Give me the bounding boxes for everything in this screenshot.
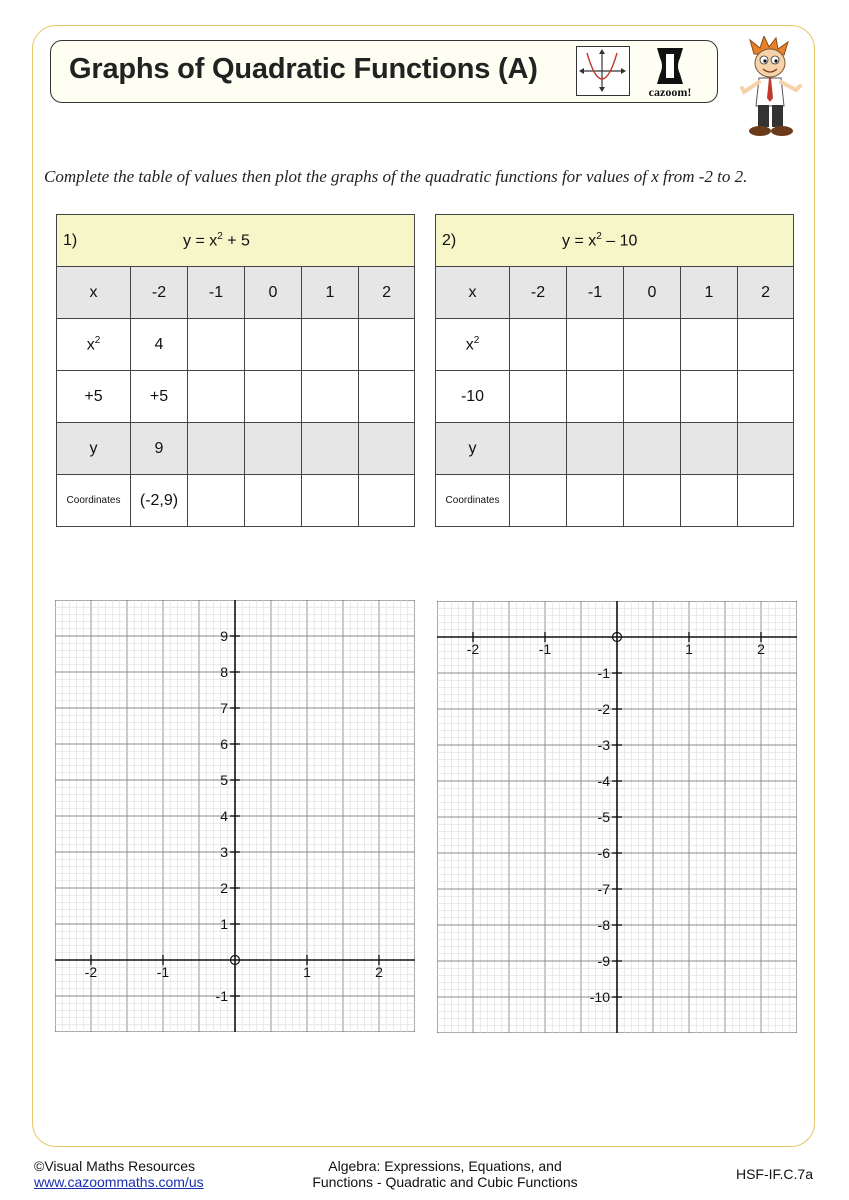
y-tick-label: 8 xyxy=(220,664,228,680)
answer-cell[interactable] xyxy=(567,475,624,527)
x-value-cell: 1 xyxy=(681,267,738,319)
x-tick-label: 2 xyxy=(375,964,383,980)
cazoom-logo xyxy=(639,46,701,100)
answer-cell[interactable] xyxy=(302,371,359,423)
question-number: 2) xyxy=(442,232,457,250)
x-value-cell: 2 xyxy=(359,267,415,319)
answer-cell[interactable] xyxy=(567,423,624,475)
answer-cell[interactable] xyxy=(510,475,567,527)
x-squared-exponent: 2 xyxy=(94,334,101,346)
x-value-cell: -1 xyxy=(188,267,245,319)
y-tick-label: 7 xyxy=(220,700,228,716)
answer-cell[interactable] xyxy=(302,319,359,371)
answer-cell[interactable] xyxy=(188,319,245,371)
answer-cell[interactable] xyxy=(624,371,681,423)
answer-cell[interactable] xyxy=(681,475,738,527)
y-tick-label: 1 xyxy=(220,916,228,932)
y-tick-label: 2 xyxy=(220,880,228,896)
x-row-label: x xyxy=(436,267,510,319)
copyright-text: ©Visual Maths Resources xyxy=(34,1158,196,1174)
y-tick-label: -3 xyxy=(597,737,610,753)
answer-cell[interactable] xyxy=(359,371,415,423)
y-tick-label: -2 xyxy=(597,701,610,717)
answer-cell[interactable] xyxy=(510,371,567,423)
x-value-cell: -2 xyxy=(131,267,188,319)
answer-cell[interactable] xyxy=(738,371,794,423)
x-tick-label: 2 xyxy=(757,641,765,657)
x-squared-base: x xyxy=(465,336,474,354)
y-tick-label: 6 xyxy=(220,736,228,752)
x-squared-label xyxy=(436,319,510,371)
answer-cell[interactable] xyxy=(567,319,624,371)
equation-exponent: 2 xyxy=(596,230,602,242)
y-tick-label: -1 xyxy=(215,988,228,1004)
answer-cell[interactable]: 4 xyxy=(131,319,188,371)
answer-cell[interactable] xyxy=(359,475,415,527)
cazoom-emblem-icon xyxy=(639,46,701,86)
question-number: 1) xyxy=(63,232,78,250)
graph-grid-1[interactable] xyxy=(55,600,415,1032)
y-tick-label: -4 xyxy=(597,773,610,789)
answer-cell[interactable] xyxy=(359,423,415,475)
coordinates-label: Coordinates xyxy=(57,475,131,527)
answer-cell[interactable] xyxy=(681,423,738,475)
x-tick-label: -1 xyxy=(156,964,170,980)
y-tick-label: 3 xyxy=(220,844,228,860)
x-squared-label xyxy=(57,319,131,371)
logo-word: cazoom! xyxy=(648,85,692,99)
values-table-2 xyxy=(435,214,794,527)
x-squared-row xyxy=(57,319,415,371)
answer-cell[interactable] xyxy=(624,475,681,527)
cartoon-character-icon xyxy=(738,36,804,140)
table-header-row xyxy=(57,215,415,267)
coordinates-row xyxy=(57,475,415,527)
values-table-1 xyxy=(56,214,415,527)
x-tick-label: 1 xyxy=(685,641,693,657)
answer-cell[interactable] xyxy=(681,319,738,371)
x-squared-exponent: 2 xyxy=(473,334,480,346)
answer-cell[interactable] xyxy=(510,423,567,475)
answer-cell[interactable] xyxy=(738,423,794,475)
x-tick-label: -2 xyxy=(84,964,98,980)
x-value-cell: 0 xyxy=(624,267,681,319)
answer-cell[interactable] xyxy=(245,423,302,475)
x-tick-label: 1 xyxy=(303,964,311,980)
page-title: Graphs of Quadratic Functions (A) xyxy=(69,53,538,85)
y-tick-label: 5 xyxy=(220,772,228,788)
x-squared-base: x xyxy=(86,336,95,354)
x-tick-label: -2 xyxy=(466,641,480,657)
answer-cell[interactable] xyxy=(681,371,738,423)
answer-cell[interactable] xyxy=(302,475,359,527)
equation-cell xyxy=(57,215,415,267)
answer-cell[interactable]: 9 xyxy=(131,423,188,475)
answer-cell[interactable] xyxy=(188,371,245,423)
x-value-cell: -2 xyxy=(510,267,567,319)
y-row-label: y xyxy=(436,423,510,475)
answer-cell[interactable] xyxy=(624,423,681,475)
constant-label: +5 xyxy=(57,371,131,423)
constant-row xyxy=(57,371,415,423)
answer-cell[interactable]: +5 xyxy=(131,371,188,423)
x-value-cell: -1 xyxy=(567,267,624,319)
coordinates-label: Coordinates xyxy=(436,475,510,527)
instructions-text: Complete the table of values then plot the graphs of the quadratic functions for values of x from -2 to 2. xyxy=(44,167,748,186)
standard-code: HSF-IF.C.7a xyxy=(735,1166,813,1182)
answer-cell[interactable] xyxy=(624,319,681,371)
y-tick-label: 4 xyxy=(220,808,228,824)
parabola-graph-icon xyxy=(576,46,630,96)
answer-cell[interactable] xyxy=(245,371,302,423)
answer-cell[interactable] xyxy=(359,319,415,371)
answer-cell[interactable]: (-2,9) xyxy=(131,475,188,527)
equation-exponent: 2 xyxy=(217,230,223,242)
equation-suffix: + 5 xyxy=(222,232,250,250)
y-row-label: y xyxy=(57,423,131,475)
answer-cell[interactable] xyxy=(510,319,567,371)
answer-cell[interactable] xyxy=(302,423,359,475)
constant-label: -10 xyxy=(436,371,510,423)
y-tick-label: -8 xyxy=(597,917,610,933)
y-tick-label: -10 xyxy=(589,989,610,1005)
graph-grid-2[interactable] xyxy=(437,601,797,1033)
coordinates-row xyxy=(436,475,794,527)
y-tick-label: 9 xyxy=(220,628,228,644)
topic-line-2: Functions - Quadratic and Cubic Functions xyxy=(312,1174,578,1190)
x-squared-row xyxy=(436,319,794,371)
answer-cell[interactable] xyxy=(188,423,245,475)
x-row-label: x xyxy=(57,267,131,319)
x-value-cell: 2 xyxy=(738,267,794,319)
y-tick-label: -1 xyxy=(597,665,610,681)
website-link[interactable]: www.cazoommaths.com/us xyxy=(34,1174,204,1190)
equation-suffix: – 10 xyxy=(601,232,638,250)
equation-cell xyxy=(436,215,794,267)
answer-cell[interactable] xyxy=(738,475,794,527)
x-value-cell: 1 xyxy=(302,267,359,319)
y-row xyxy=(436,423,794,475)
answer-cell[interactable] xyxy=(188,475,245,527)
equation-prefix: y = x xyxy=(183,232,218,250)
table-header-row xyxy=(436,215,794,267)
y-tick-label: -6 xyxy=(597,845,610,861)
x-row xyxy=(57,267,415,319)
constant-row xyxy=(436,371,794,423)
x-tick-label: -1 xyxy=(538,641,552,657)
equation-prefix: y = x xyxy=(562,232,597,250)
topic-line-1: Algebra: Expressions, Equations, and xyxy=(328,1158,562,1174)
x-row xyxy=(436,267,794,319)
y-tick-label: -5 xyxy=(597,809,610,825)
answer-cell[interactable] xyxy=(245,319,302,371)
answer-cell[interactable] xyxy=(245,475,302,527)
footer-center xyxy=(290,1158,600,1190)
footer-left xyxy=(34,1158,204,1190)
answer-cell[interactable] xyxy=(567,371,624,423)
title-box xyxy=(50,40,718,103)
answer-cell[interactable] xyxy=(738,319,794,371)
y-tick-label: -7 xyxy=(597,881,610,897)
y-row xyxy=(57,423,415,475)
y-tick-label: -9 xyxy=(597,953,610,969)
x-value-cell: 0 xyxy=(245,267,302,319)
